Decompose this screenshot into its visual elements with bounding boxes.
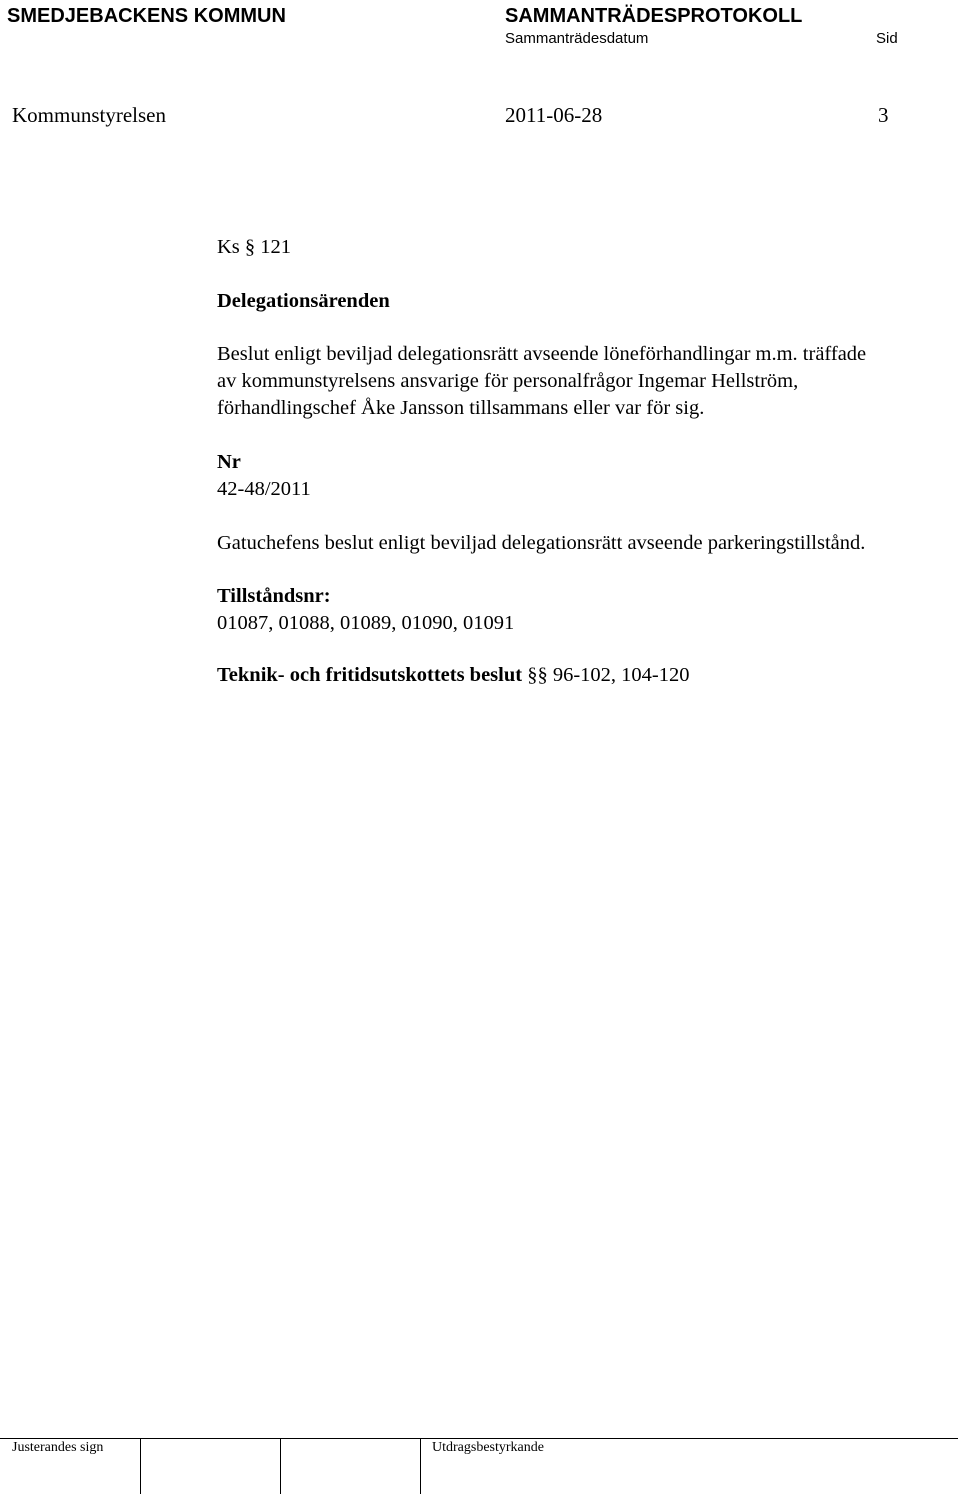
section-title: Delegationsärenden [217,290,390,312]
meeting-date: 2011-06-28 [505,103,603,127]
nr-label: Nr [217,451,241,473]
tf-values: §§ 96-102, 104-120 [527,664,690,686]
page-label: Sid [876,30,898,47]
permit-label: Tillståndsnr: [217,585,331,607]
para1-line3: förhandlingschef Åke Jansson tillsammans eller var för sig. [217,397,705,419]
para2: Gatuchefens beslut enligt beviljad delegationsrätt avseende parkeringstillstånd. [217,532,866,554]
footer-justerandes: Justerandes sign [12,1440,104,1455]
doc-type: SAMMANTRÄDESPROTOKOLL [505,5,803,27]
section-ref: Ks § 121 [217,236,292,258]
tf-label: Teknik- och fritidsutskottets beslut [217,664,523,686]
para1-line2: av kommunstyrelsens ansvarige för personalfrågor Ingemar Hellström, [217,370,799,392]
tf-line [217,664,689,687]
footer-divider-1 [140,1438,141,1494]
body-name: Kommunstyrelsen [12,103,166,127]
date-label: Sammanträdesdatum [505,30,649,47]
permit-values: 01087, 01088, 01089, 01090, 01091 [217,612,515,634]
para1-line1: Beslut enligt beviljad delegationsrätt avseende löneförhandlingar m.m. träffade [217,343,867,365]
org-name: SMEDJEBACKENS KOMMUN [7,5,286,27]
footer-divider-3 [420,1438,421,1494]
nr-value: 42-48/2011 [217,478,311,500]
footer-utdrag: Utdragsbestyrkande [432,1440,544,1455]
footer-divider-2 [280,1438,281,1494]
footer-rule [0,1438,958,1439]
page-number: 3 [878,103,889,127]
